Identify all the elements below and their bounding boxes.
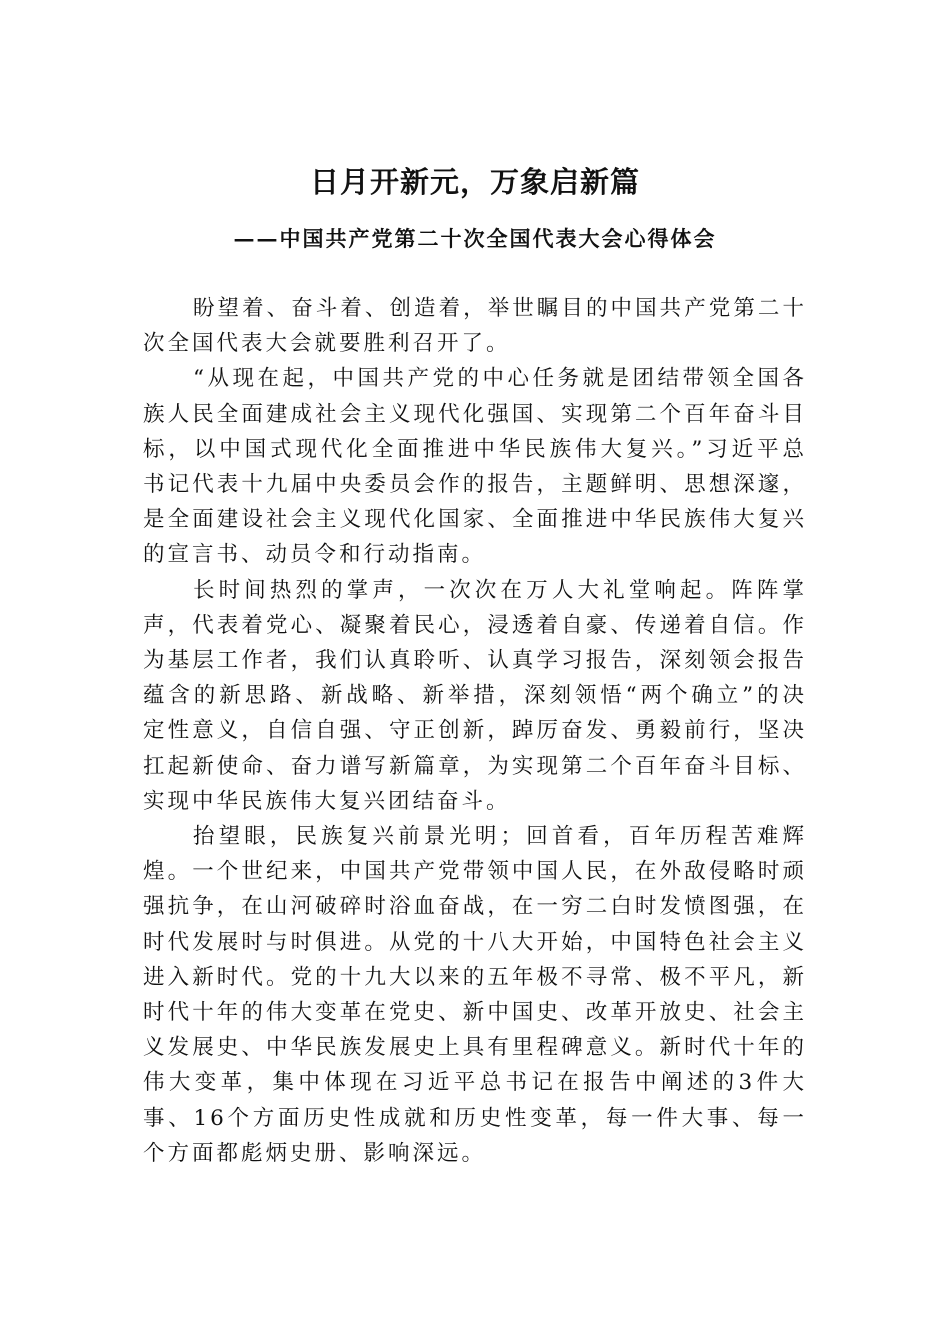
paragraph: 抬望眼，民族复兴前景光明；回首看，百年历程苦难辉煌。一个世纪来，中国共产党带领中国人民，在外敌侵略时顽强抗争，在山河破碎时浴血奋战，在一穷二白时发愤图强，在时代发展时与时俱进。从党的十八大开始，中国特色社会主义进入新时代。党的十九大以来的五年极不寻常、极不平凡，新时代十年的伟大变革在党史、新中国史、改革开放史、社会主义发展史、中华民族发展史上具有里程碑意义。新时代十年的伟大变革，集中体现在习近平总书记在报告中阐述的3件大事、16个方面历史性成就和历史性变革，每一件大事、每一个方面都彪炳史册、影响深远。 [143, 824, 807, 1166]
paragraph: 盼望着、奋斗着、创造着，举世瞩目的中国共产党第二十次全国代表大会就要胜利召开了。 [143, 296, 807, 357]
paragraph: “从现在起，中国共产党的中心任务就是团结带领全国各族人民全面建成社会主义现代化强国、实现第二个百年奋斗目标，以中国式现代化全面推进中华民族伟大复兴。”习近平总书记代表十九届中央委员会作的报告，主题鲜明、思想深邃，是全面建设社会主义现代化国家、全面推进中华民族伟大复兴的宣言书、动员令和行动指南。 [143, 366, 807, 568]
document-subtitle: ——中国共产党第二十次全国代表大会心得体会 [233, 226, 717, 251]
paragraph: 长时间热烈的掌声，一次次在万人大礼堂响起。阵阵掌声，代表着党心、凝聚着民心，浸透着自豪、传递着自信。作为基层工作者，我们认真聆听、认真学习报告，深刻领会报告蕴含的新思路、新战略、新举措，深刻领悟“两个确立”的决定性意义，自信自强、守正创新，踔厉奋发、勇毅前行，坚决扛起新使命、奋力谱写新篇章，为实现第二个百年奋斗目标、实现中华民族伟大复兴团结奋斗。 [143, 577, 807, 814]
document-title: 日月开新元，万象启新篇 [309, 165, 640, 199]
document-body [143, 291, 807, 1171]
